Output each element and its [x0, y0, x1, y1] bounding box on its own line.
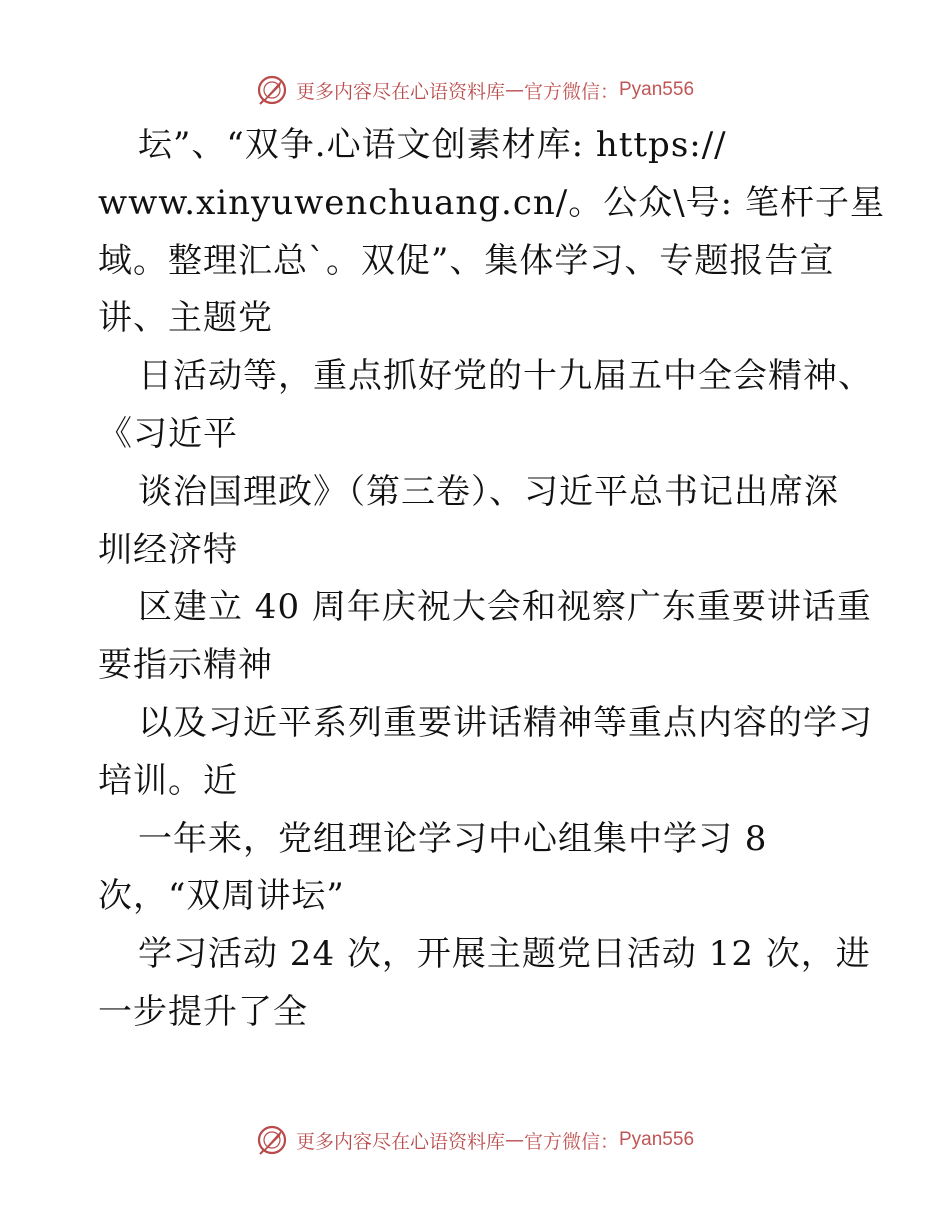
- body-line: 域。整理汇总`。双促”、集体学习、专题报告宣: [98, 240, 835, 281]
- body-line: 谈治国理政》（第三卷）、习近平总书记出席深: [138, 471, 839, 512]
- banner-wechat-label: 官方微信：: [523, 80, 619, 103]
- body-line: 要指示精神: [98, 645, 273, 686]
- banner-wechat-label: 官方微信：: [523, 1130, 619, 1153]
- body-line: 一年来，党组理论学习中心组集中学习 8: [138, 818, 768, 859]
- body-line: 讲、主题党: [98, 298, 273, 339]
- body-line: 次，“双周讲坛”: [98, 876, 345, 917]
- body-line: 区建立 40 周年庆祝大会和视察广东重要讲话重: [138, 587, 872, 628]
- body-line: 《习近平: [98, 413, 238, 454]
- body-line: 以及习近平系列重要讲话精神等重点内容的学习: [138, 702, 873, 743]
- body-line: 圳经济特: [98, 529, 238, 570]
- body-line: 坛”、“双争.心语文创素材库: https://: [138, 125, 727, 165]
- banner-separator: —: [504, 79, 524, 101]
- body-line: 一步提升了全: [98, 991, 308, 1032]
- footer-banner: [0, 1120, 950, 1160]
- body-line: 日活动等，重点抓好党的十九届五中全会精神、: [138, 356, 873, 397]
- banner-separator: —: [504, 1129, 524, 1151]
- pen-logo-icon: [256, 1124, 288, 1156]
- document-body: [98, 117, 885, 1042]
- banner-wechat-id: Pyan556: [619, 79, 695, 100]
- body-line: 培训。近: [98, 760, 238, 801]
- pen-logo-icon: [256, 74, 288, 106]
- body-line: www.xinyuwenchuang.cn/。公众\号: 笔杆子星: [98, 182, 885, 223]
- header-banner: [0, 70, 950, 110]
- banner-site-text: 更多内容尽在心语资料库: [295, 1130, 505, 1153]
- banner-site-text: 更多内容尽在心语资料库: [295, 80, 505, 103]
- banner-wechat-id: Pyan556: [619, 1129, 695, 1150]
- body-line: 学习活动 24 次，开展主题党日活动 12 次，进: [138, 934, 871, 975]
